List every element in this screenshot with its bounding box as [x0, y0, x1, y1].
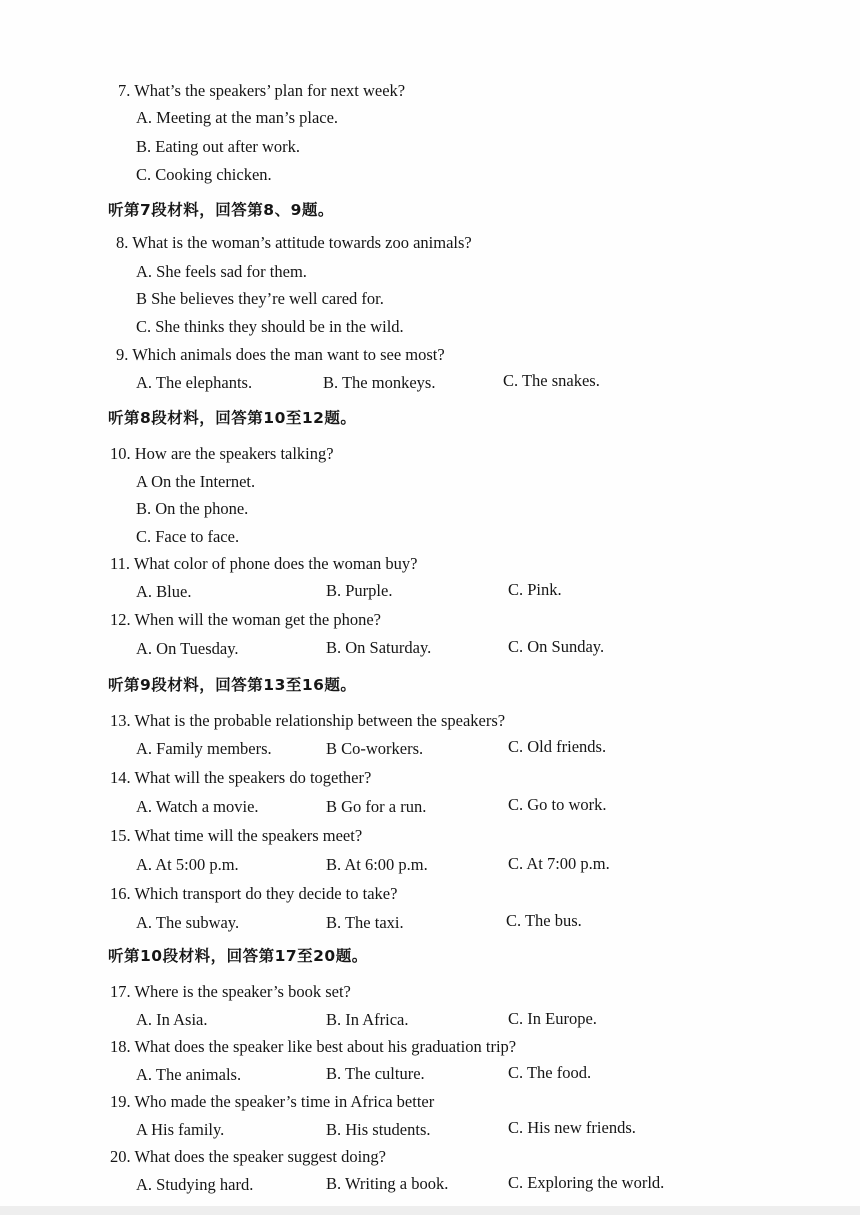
option-12b: B. On Saturday.: [326, 638, 432, 657]
option-20b: B. Writing a book.: [326, 1174, 449, 1193]
option-15a: A. At 5:00 p.m.: [136, 855, 239, 874]
option-8c: C. She thinks they should be in the wild.: [136, 317, 404, 336]
option-17b: B. In Africa.: [326, 1010, 409, 1029]
question-15: 15. What time will the speakers meet?: [110, 826, 363, 845]
option-9b: B. The monkeys.: [323, 373, 436, 392]
question-9: 9. Which animals does the man want to see most?: [116, 345, 445, 364]
option-10c: C. Face to face.: [136, 527, 240, 546]
option-10a: A On the Internet.: [136, 472, 256, 491]
question-17: 17. Where is the speaker’s book set?: [110, 982, 351, 1001]
option-10b: B. On the phone.: [136, 499, 249, 518]
section-header-8: 听第8段材料，回答第10至12题。: [108, 409, 357, 427]
section-header-7: 听第7段材料，回答第8、9题。: [108, 201, 334, 219]
question-16: 16. Which transport do they decide to take?: [110, 884, 398, 903]
question-13: 13. What is the probable relationship between the speakers?: [110, 711, 506, 730]
option-14b: B Go for a run.: [326, 797, 427, 816]
option-20c: C. Exploring the world.: [508, 1173, 665, 1192]
option-7c: C. Cooking chicken.: [136, 165, 272, 184]
option-18c: C. The food.: [508, 1063, 592, 1082]
option-19b: B. His students.: [326, 1120, 431, 1139]
option-12c: C. On Sunday.: [508, 637, 605, 656]
option-13c: C. Old friends.: [508, 737, 607, 756]
page-bottom-edge: [0, 1206, 860, 1215]
question-18: 18. What does the speaker like best about his graduation trip?: [110, 1037, 517, 1056]
question-19: 19. Who made the speaker’s time in Africa better: [110, 1092, 435, 1111]
option-15b: B. At 6:00 p.m.: [326, 855, 428, 874]
option-18b: B. The culture.: [326, 1064, 425, 1083]
option-16a: A. The subway.: [136, 913, 240, 932]
option-7b: B. Eating out after work.: [136, 137, 301, 156]
option-14a: A. Watch a movie.: [136, 797, 259, 816]
option-13a: A. Family members.: [136, 739, 272, 758]
section-header-9: 听第9段材料，回答第13至16题。: [108, 676, 357, 694]
option-16c: C. The bus.: [506, 911, 582, 930]
question-20: 20. What does the speaker suggest doing?: [110, 1147, 387, 1166]
question-7: 7. What’s the speakers’ plan for next week?: [118, 81, 406, 100]
option-11a: A. Blue.: [136, 582, 192, 601]
option-11c: C. Pink.: [508, 580, 562, 599]
option-18a: A. The animals.: [136, 1065, 242, 1084]
option-19c: C. His new friends.: [508, 1118, 636, 1137]
question-12: 12. When will the woman get the phone?: [110, 610, 381, 629]
option-13b: B Co-workers.: [326, 739, 424, 758]
option-19a: A His family.: [136, 1120, 225, 1139]
option-11b: B. Purple.: [326, 581, 393, 600]
option-12a: A. On Tuesday.: [136, 639, 239, 658]
section-header-10: 听第10段材料，回答第17至20题。: [108, 947, 368, 965]
question-14: 14. What will the speakers do together?: [110, 768, 372, 787]
option-14c: C. Go to work.: [508, 795, 607, 814]
question-11: 11. What color of phone does the woman buy?: [110, 554, 418, 573]
option-17c: C. In Europe.: [508, 1009, 597, 1028]
option-15c: C. At 7:00 p.m.: [508, 854, 610, 873]
option-16b: B. The taxi.: [326, 913, 404, 932]
question-10: 10. How are the speakers talking?: [110, 444, 334, 463]
option-17a: A. In Asia.: [136, 1010, 208, 1029]
option-8b: B She believes they’re well cared for.: [136, 289, 384, 308]
option-9c: C. The snakes.: [503, 371, 600, 390]
option-20a: A. Studying hard.: [136, 1175, 254, 1194]
question-8: 8. What is the woman’s attitude towards zoo animals?: [116, 233, 472, 252]
option-9a: A. The elephants.: [136, 373, 253, 392]
option-8a: A. She feels sad for them.: [136, 262, 307, 281]
option-7a: A. Meeting at the man’s place.: [136, 108, 339, 127]
